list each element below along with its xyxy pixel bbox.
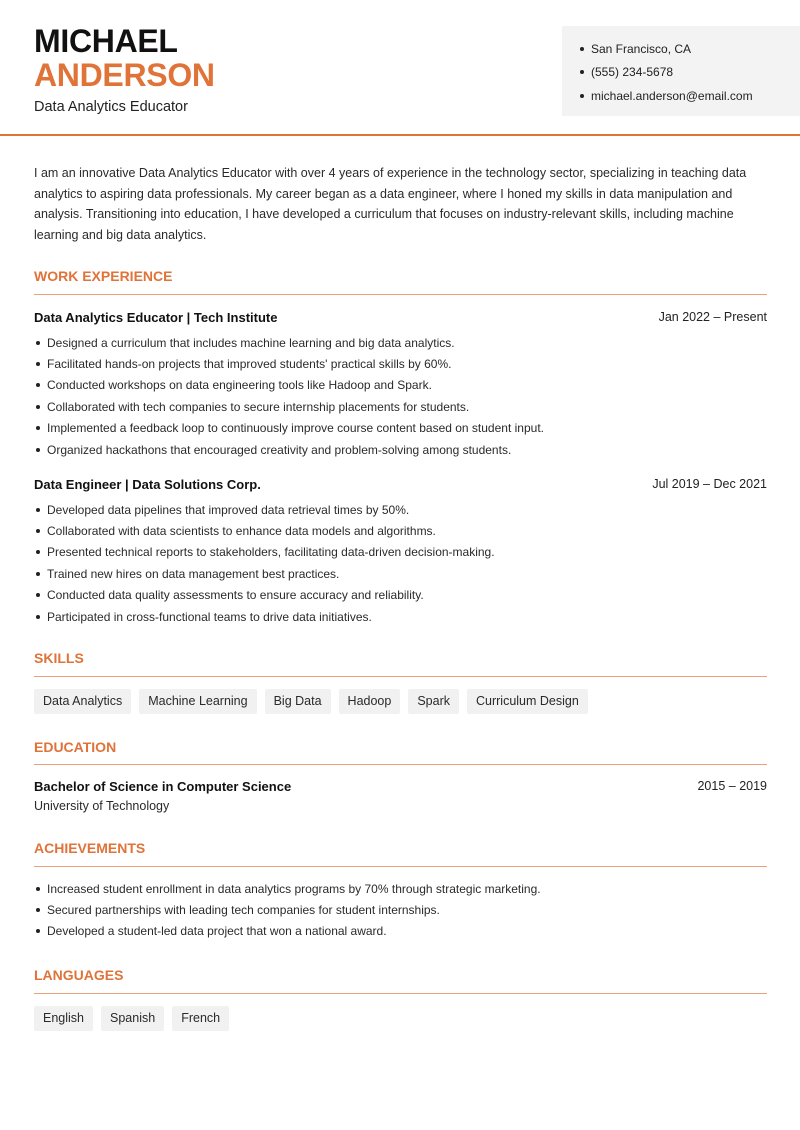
languages-heading: LANGUAGES — [34, 967, 124, 983]
list-item: Conducted data quality assessments to ensure accuracy and reliability. — [34, 585, 774, 606]
list-item: Increased student enrollment in data analytics programs by 70% through strategic marketing. — [34, 878, 774, 899]
contact-phone: (555) 234-5678 — [580, 61, 800, 85]
last-name: ANDERSON — [34, 57, 215, 93]
skills-heading: SKILLS — [34, 650, 84, 666]
skill-chip: Big Data — [265, 689, 331, 714]
list-item: Participated in cross-functional teams to drive data initiatives. — [34, 606, 774, 627]
list-item: Conducted workshops on data engineering tools like Hadoop and Spark. — [34, 375, 774, 396]
contact-email: michael.anderson@email.com — [580, 84, 800, 108]
bullet-icon — [36, 405, 40, 409]
section-divider — [34, 676, 767, 677]
bullet-icon — [580, 94, 584, 98]
section-divider — [34, 294, 767, 295]
bullet-icon — [36, 383, 40, 387]
bullet-icon — [580, 47, 584, 51]
language-chip: English — [34, 1006, 93, 1031]
language-chip: Spanish — [101, 1006, 164, 1031]
section-divider — [34, 993, 767, 994]
bullet-icon — [36, 448, 40, 452]
skill-chip: Spark — [408, 689, 459, 714]
bullet-icon — [36, 929, 40, 933]
list-item: Trained new hires on data management best practices. — [34, 563, 774, 584]
list-item: Collaborated with data scientists to enhance data models and algorithms. — [34, 520, 774, 541]
list-item: Collaborated with tech companies to secure internship placements for students. — [34, 396, 774, 417]
job-bullets — [34, 499, 774, 627]
job-role: Data Analytics Educator — [34, 99, 188, 115]
contact-box — [562, 26, 800, 116]
bullet-icon — [36, 908, 40, 912]
section-divider — [34, 866, 767, 867]
bullet-icon — [36, 615, 40, 619]
list-item: Developed data pipelines that improved data retrieval times by 50%. — [34, 499, 774, 520]
bullet-icon — [36, 572, 40, 576]
section-divider — [34, 764, 767, 765]
skill-chip: Hadoop — [339, 689, 401, 714]
list-item: Organized hackathons that encouraged creativity and problem-solving among students. — [34, 439, 774, 460]
summary-text: I am an innovative Data Analytics Educator with over 4 years of experience in the technology sector, specializing in teaching data analytics to aspiring data professionals. My career began as a data engineer, where I honed my skills in data manipulation and analysis. Transitioning into education, I have developed a curriculum that focuses on industry-relevant skills, including machine learning and big data analytics. — [34, 166, 747, 243]
education-date: 2015 – 2019 — [697, 779, 767, 793]
bullet-icon — [36, 341, 40, 345]
list-item: Implemented a feedback loop to continuously improve course content based on student input. — [34, 418, 774, 439]
job-date: Jul 2019 – Dec 2021 — [652, 477, 767, 491]
skill-chip: Data Analytics — [34, 689, 131, 714]
list-item: Designed a curriculum that includes machine learning and big data analytics. — [34, 332, 774, 353]
school-name: University of Technology — [34, 799, 170, 813]
list-item: Developed a student-led data project that won a national award. — [34, 921, 774, 942]
list-item: Secured partnerships with leading tech companies for student internships. — [34, 899, 774, 920]
skills-list — [34, 689, 588, 714]
bullet-icon — [580, 70, 584, 74]
first-name: MICHAEL — [34, 23, 178, 59]
skill-chip: Curriculum Design — [467, 689, 588, 714]
bullet-icon — [36, 529, 40, 533]
languages-list — [34, 1006, 229, 1031]
job-date: Jan 2022 – Present — [658, 310, 767, 324]
contact-location: San Francisco, CA — [580, 37, 800, 61]
achievements-list — [34, 878, 774, 942]
achievements-heading: ACHIEVEMENTS — [34, 840, 146, 856]
bullet-icon — [36, 593, 40, 597]
education-heading: EDUCATION — [34, 739, 117, 755]
degree-title: Bachelor of Science in Computer Science — [34, 779, 292, 794]
job-bullets — [34, 332, 774, 460]
resume-header — [0, 0, 800, 136]
work-experience-heading: WORK EXPERIENCE — [34, 268, 173, 284]
list-item: Presented technical reports to stakeholders, facilitating data-driven decision-making. — [34, 542, 774, 563]
bullet-icon — [36, 550, 40, 554]
language-chip: French — [172, 1006, 229, 1031]
bullet-icon — [36, 887, 40, 891]
bullet-icon — [36, 426, 40, 430]
bullet-icon — [36, 362, 40, 366]
list-item: Facilitated hands-on projects that improved students' practical skills by 60%. — [34, 353, 774, 374]
bullet-icon — [36, 508, 40, 512]
job-title: Data Engineer | Data Solutions Corp. — [34, 477, 261, 492]
skill-chip: Machine Learning — [139, 689, 256, 714]
job-title: Data Analytics Educator | Tech Institute — [34, 310, 278, 325]
